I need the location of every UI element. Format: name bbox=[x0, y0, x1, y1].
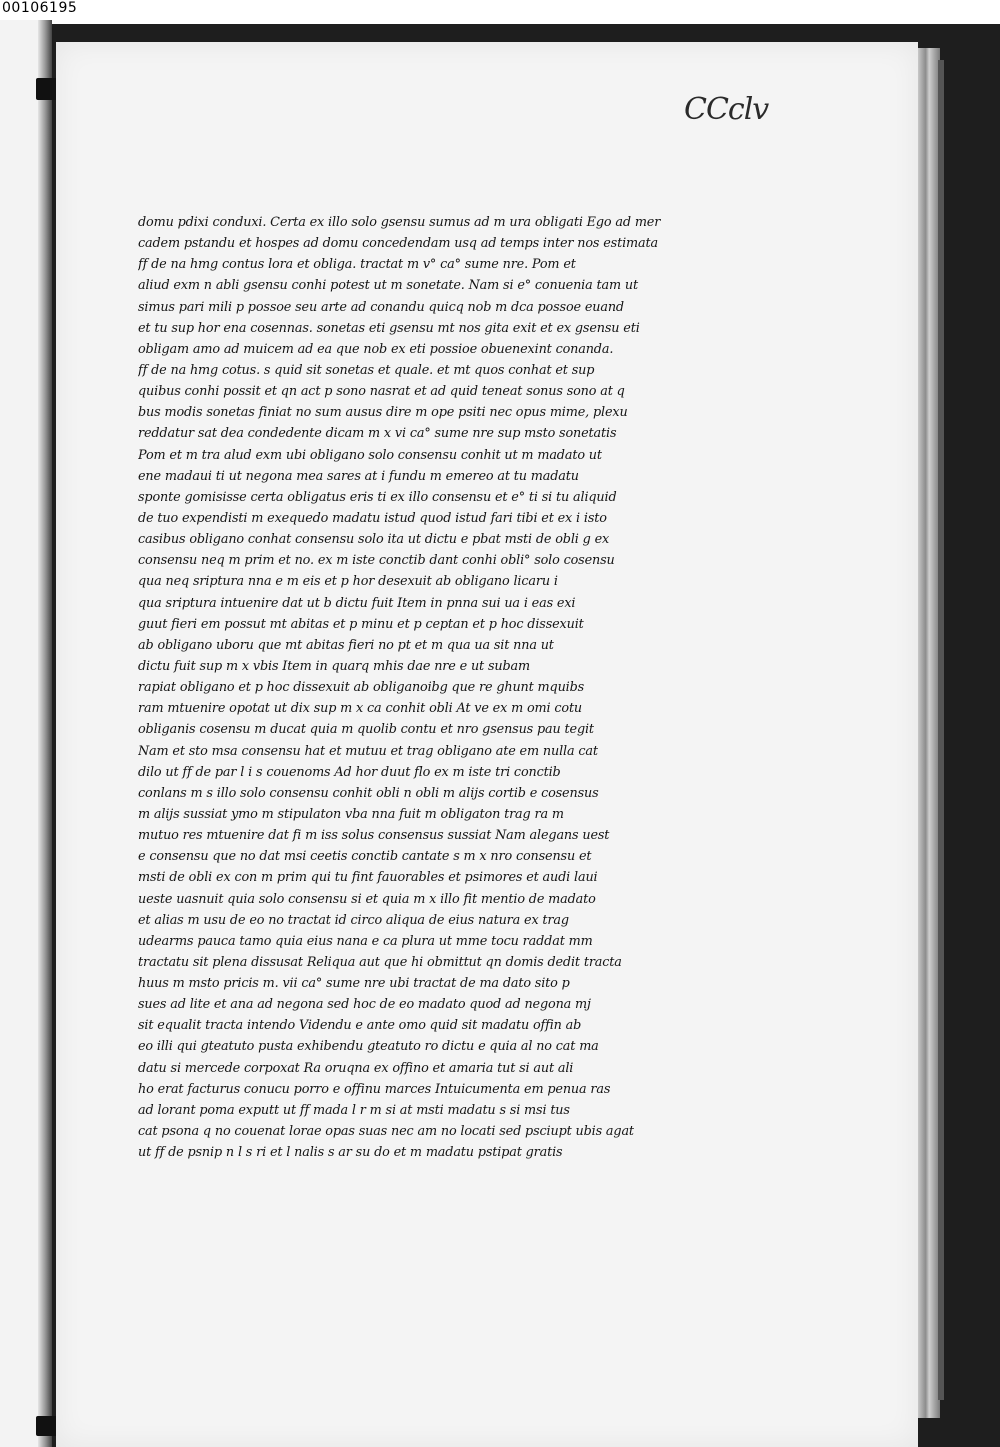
manuscript-line: et alias m usu de eo no tractat id circo aliqua de eius natura ex trag bbox=[138, 912, 569, 928]
manuscript-text-block bbox=[138, 212, 718, 1161]
manuscript-line: guut fieri em possut mt abitas et p minu et p ceptan et p hoc dissexuit bbox=[138, 616, 584, 632]
manuscript-line: conlans m s illo solo consensu conhit obli n obli m alijs cortib e cosensus bbox=[138, 785, 599, 801]
manuscript-line: ram mtuenire opotat ut dix sup m x ca conhit obli At ve ex m omi cotu bbox=[138, 701, 583, 717]
manuscript-line: bus modis sonetas finiat no sum ausus dire m ope psiti nec opus mime, plexu bbox=[138, 405, 628, 421]
manuscript-line: qua sriptura intuenire dat ut b dictu fuit Item in pnna sui ua i eas exi bbox=[138, 595, 576, 611]
book-gutter bbox=[38, 20, 52, 1447]
manuscript-line: eo illi qui gteatuto pusta exhibendu gteatuto ro dictu e quia al no cat ma bbox=[138, 1039, 599, 1055]
scan-header-strip bbox=[0, 0, 1000, 24]
manuscript-line: msti de obli ex con m prim qui tu fint fauorables et psimores et audi laui bbox=[138, 870, 598, 886]
manuscript-line: ab obligano uboru que mt abitas fieri no pt et m qua ua sit nna ut bbox=[138, 637, 554, 653]
book-spine-edge bbox=[938, 60, 944, 1400]
manuscript-line: cadem pstandu et hospes ad domu concedendam usq ad temps inter nos estimata bbox=[138, 236, 658, 252]
manuscript-line: sit equalit tracta intendo Videndu e ante omo quid sit madatu offin ab bbox=[138, 1018, 582, 1034]
manuscript-line: domu pdixi conduxi. Certa ex illo solo gsensu sumus ad m ura obligati Ego ad mer bbox=[138, 215, 661, 230]
manuscript-line: udearms pauca tamo quia eius nana e ca plura ut mme tocu raddat mm bbox=[138, 933, 593, 949]
manuscript-line: simus pari mili p possoe seu arte ad conandu quicq nob m dca possoe euand bbox=[138, 299, 624, 315]
manuscript-line: e consensu que no dat msi ceetis conctib cantate s m x nro consensu et bbox=[138, 849, 592, 865]
manuscript-line: huus m msto pricis m. vii ca° sume nre ubi tractat de ma dato sito p bbox=[138, 976, 570, 992]
manuscript-line: datu si mercede corpoxat Ra oruqna ex offino et amaria tut si aut ali bbox=[138, 1060, 574, 1076]
manuscript-line: ene madaui ti ut negona mea sares at i fundu m emereo at tu madatu bbox=[138, 468, 579, 484]
manuscript-line: ff de na hmg contus lora et obliga. tractat m v° ca° sume nre. Pom et bbox=[138, 257, 576, 273]
manuscript-line: consensu neq m prim et no. ex m iste conctib dant conhi obli° solo cosensu bbox=[138, 553, 615, 569]
manuscript-line: et tu sup hor ena cosennas. sonetas eti gsensu mt nos gita exit et ex gsensu eti bbox=[138, 320, 640, 336]
manuscript-line: tractatu sit plena dissusat Reliqua aut que hi obmittut qn domis dedit tracta bbox=[138, 954, 622, 970]
scan-reference-id: 00106195 bbox=[2, 0, 78, 16]
manuscript-line: ff de na hmg cotus. s quid sit sonetas et quale. et mt quos conhat et sup bbox=[138, 362, 595, 378]
manuscript-line: obligam amo ad muicem ad ea que nob ex eti possioe obuenexint conanda. bbox=[138, 341, 614, 357]
manuscript-line: ho erat facturus conucu porro e offinu marces Intuicumenta em penua ras bbox=[138, 1081, 611, 1097]
manuscript-line: obliganis cosensu m ducat quia m quolib contu et nro gsensus pau tegit bbox=[138, 722, 594, 738]
manuscript-line: ueste uasnuit quia solo consensu si et quia m x illo fit mentio de madato bbox=[138, 891, 596, 907]
manuscript-line: dictu fuit sup m x vbis Item in quarq mhis dae nre e ut subam bbox=[138, 658, 530, 674]
manuscript-line: quibus conhi possit et qn act p sono nasrat et ad quid teneat sonus sono at q bbox=[138, 384, 625, 400]
folio-number: CCclv bbox=[684, 92, 769, 127]
manuscript-line: m alijs sussiat ymo m stipulaton vba nna fuit m obligaton trag ra m bbox=[138, 806, 564, 822]
manuscript-line: cat psona q no couenat lorae opas suas nec am no locati sed psciupt ubis agat bbox=[138, 1124, 634, 1140]
manuscript-line: Pom et m tra alud exm ubi obligano solo consensu conhit ut m madato ut bbox=[138, 447, 602, 463]
manuscript-line: rapiat obligano et p hoc dissexuit ab obliganoibg que re ghunt mquibs bbox=[138, 680, 585, 696]
manuscript-line: mutuo res mtuenire dat fi m iss solus consensus sussiat Nam alegans uest bbox=[138, 828, 610, 844]
manuscript-line: de tuo expendisti m exequedo madatu istud quod istud fari tibi et ex i isto bbox=[138, 510, 607, 526]
manuscript-line: reddatur sat dea condedente dicam m x vi ca° sume nre sup msto sonetatis bbox=[138, 426, 617, 442]
manuscript-line: casibus obligano conhat consensu solo ita ut dictu e pbat msti de obli g ex bbox=[138, 532, 610, 548]
manuscript-line: dilo ut ff de par l i s couenoms Ad hor duut flo ex m iste tri conctib bbox=[138, 764, 561, 780]
manuscript-line: sues ad lite et ana ad negona sed hoc de eo madato quod ad negona mj bbox=[138, 997, 591, 1013]
manuscript-line: sponte gomisisse certa obligatus eris ti ex illo consensu et e° ti si tu aliquid bbox=[138, 489, 617, 505]
manuscript-line: Nam et sto msa consensu hat et mutuu et trag obligano ate em nulla cat bbox=[138, 743, 598, 759]
manuscript-line: aliud exm n abli gsensu conhi potest ut m sonetate. Nam si e° conuenia tam ut bbox=[138, 278, 638, 294]
manuscript-line: ut ff de psnip n l s ri et l nalis s ar su do et m madatu pstipat gratis bbox=[138, 1145, 563, 1161]
page-stack-edge bbox=[916, 48, 940, 1418]
manuscript-line: ad lorant poma exputt ut ff mada l r m si at msti madatu s si msi tus bbox=[138, 1102, 570, 1118]
manuscript-line: qua neq sriptura nna e m eis et p hor desexuit ab obligano licaru i bbox=[138, 574, 558, 590]
